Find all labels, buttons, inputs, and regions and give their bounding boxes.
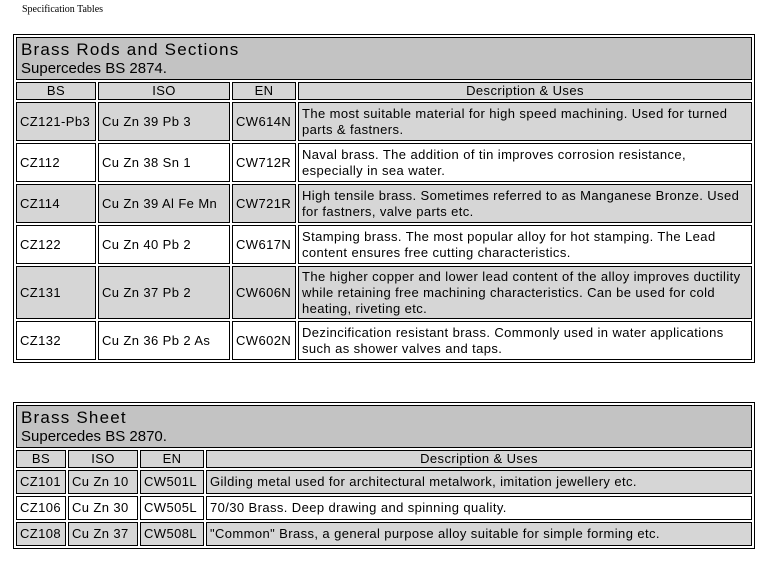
- desc-cell: Gilding metal used for architectural metalwork, imitation jewellery etc.: [206, 470, 752, 494]
- iso-cell: Cu Zn 30: [68, 496, 138, 520]
- rods-header-iso: ISO: [98, 82, 230, 100]
- bs-cell: CZ112: [16, 143, 96, 182]
- table-row: [16, 522, 752, 546]
- desc-cell: Dezincification resistant brass. Commonly used in water applications such as shower valves and taps.: [298, 321, 752, 360]
- en-cell: CW508L: [140, 522, 204, 546]
- table-row: [16, 225, 752, 264]
- en-cell: CW721R: [232, 184, 296, 223]
- en-cell: CW505L: [140, 496, 204, 520]
- rods-subtitle: Supercedes BS 2874.: [21, 60, 167, 77]
- en-cell: CW617N: [232, 225, 296, 264]
- rods-title: Brass Rods and Sections: [21, 40, 240, 59]
- bs-cell: CZ108: [16, 522, 66, 546]
- en-cell: CW602N: [232, 321, 296, 360]
- iso-cell: Cu Zn 38 Sn 1: [98, 143, 230, 182]
- bs-cell: CZ122: [16, 225, 96, 264]
- iso-cell: Cu Zn 39 Al Fe Mn: [98, 184, 230, 223]
- table-row: [16, 496, 752, 520]
- sheet-header-bs: BS: [16, 450, 66, 468]
- table-row: [16, 102, 752, 141]
- en-cell: CW606N: [232, 266, 296, 319]
- desc-cell: 70/30 Brass. Deep drawing and spinning quality.: [206, 496, 752, 520]
- bs-cell: CZ121-Pb3: [16, 102, 96, 141]
- iso-cell: Cu Zn 37: [68, 522, 138, 546]
- brass-sheet-table: [13, 402, 755, 549]
- table-row: [16, 321, 752, 360]
- sheet-caption: [16, 405, 752, 448]
- sheet-title: Brass Sheet: [21, 408, 127, 427]
- rods-header-bs: BS: [16, 82, 96, 100]
- table-row: [16, 266, 752, 319]
- sheet-header-desc: Description & Uses: [206, 450, 752, 468]
- table-row: [16, 470, 752, 494]
- iso-cell: Cu Zn 36 Pb 2 As: [98, 321, 230, 360]
- brass-rods-table: [13, 34, 755, 363]
- rods-header-desc: Description & Uses: [298, 82, 752, 100]
- bs-cell: CZ101: [16, 470, 66, 494]
- iso-cell: Cu Zn 40 Pb 2: [98, 225, 230, 264]
- table-row: [16, 184, 752, 223]
- sheet-header-en: EN: [140, 450, 204, 468]
- desc-cell: Naval brass. The addition of tin improves corrosion resistance, especially in sea water.: [298, 143, 752, 182]
- iso-cell: Cu Zn 39 Pb 3: [98, 102, 230, 141]
- bs-cell: CZ132: [16, 321, 96, 360]
- rods-header-en: EN: [232, 82, 296, 100]
- table-row: [16, 143, 752, 182]
- bs-cell: CZ131: [16, 266, 96, 319]
- desc-cell: The most suitable material for high speed machining. Used for turned parts & fastners.: [298, 102, 752, 141]
- sheet-subtitle: Supercedes BS 2870.: [21, 428, 167, 445]
- iso-cell: Cu Zn 37 Pb 2: [98, 266, 230, 319]
- page-title: Specification Tables: [22, 4, 104, 15]
- desc-cell: "Common" Brass, a general purpose alloy suitable for simple forming etc.: [206, 522, 752, 546]
- en-cell: CW501L: [140, 470, 204, 494]
- desc-cell: High tensile brass. Sometimes referred to as Manganese Bronze. Used for fastners, valve parts etc.: [298, 184, 752, 223]
- en-cell: CW614N: [232, 102, 296, 141]
- rods-caption: [16, 37, 752, 80]
- desc-cell: Stamping brass. The most popular alloy for hot stamping. The Lead content ensures free cutting characteristics.: [298, 225, 752, 264]
- iso-cell: Cu Zn 10: [68, 470, 138, 494]
- bs-cell: CZ114: [16, 184, 96, 223]
- en-cell: CW712R: [232, 143, 296, 182]
- bs-cell: CZ106: [16, 496, 66, 520]
- desc-cell: The higher copper and lower lead content of the alloy improves ductility while retaining free machining characteristics. Can be used for cold heating, riveting etc.: [298, 266, 752, 319]
- sheet-header-iso: ISO: [68, 450, 138, 468]
